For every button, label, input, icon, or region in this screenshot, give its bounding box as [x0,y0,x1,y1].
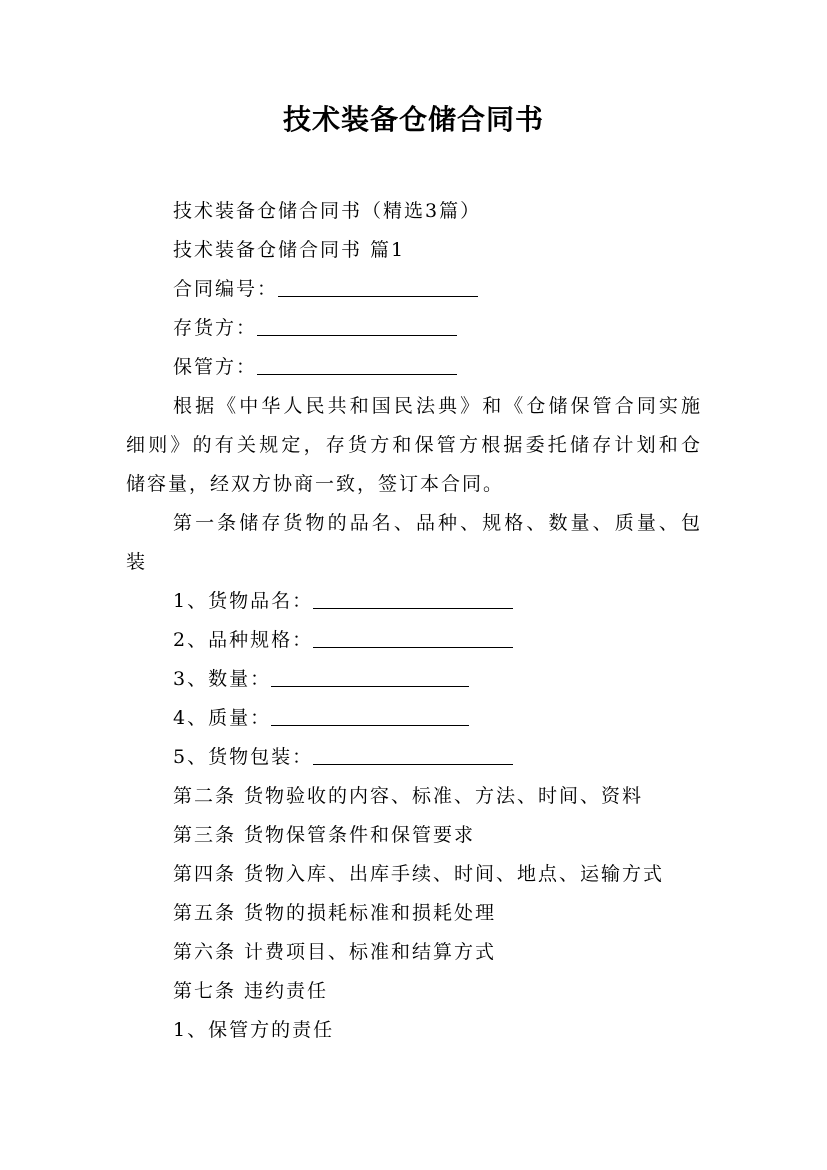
article-1-line-2: 装 [126,551,148,573]
article-1-item [173,628,513,652]
depositor-field [173,316,457,340]
article-1-line-1: 第一条储存货物的品名、品种、规格、数量、质量、包 [173,512,703,534]
item-blank [313,629,513,648]
article-7-item-1: 1、保管方的责任 [173,1019,335,1041]
item-label: 5、货物包装： [173,746,314,768]
preamble-line-1: 根据《中华人民共和国民法典》和《仓储保管合同实施 [173,395,703,417]
depositor-blank [257,317,457,336]
article-1-item [173,745,513,769]
depositor-label: 存货方： [173,317,258,339]
item-blank [271,668,469,687]
document-subtitle: 技术装备仓储合同书（精选3篇） [173,200,482,222]
article-heading: 第六条 计费项目、标准和结算方式 [173,941,497,963]
contract-number-label: 合同编号： [173,278,279,300]
item-label: 1、货物品名： [173,590,314,612]
item-label: 3、数量： [173,668,272,690]
article-heading: 第三条 货物保管条件和保管要求 [173,824,476,846]
item-label: 2、品种规格： [173,629,314,651]
item-blank [313,590,513,609]
custodian-field [173,355,457,379]
item-label: 4、质量： [173,707,272,729]
article-heading: 第四条 货物入库、出库手续、时间、地点、运输方式 [173,863,665,885]
part-heading: 技术装备仓储合同书 篇1 [173,239,406,261]
article-1-item [173,706,469,730]
contract-number-field [173,277,478,301]
article-heading: 第七条 违约责任 [173,980,329,1002]
item-blank [271,707,469,726]
document-title: 技术装备仓储合同书 [282,103,544,136]
contract-number-blank [278,278,478,297]
custodian-label: 保管方： [173,356,258,378]
article-1-item [173,667,469,691]
custodian-blank [257,356,457,375]
article-heading: 第五条 货物的损耗标准和损耗处理 [173,902,497,924]
article-1-item [173,589,513,613]
item-blank [313,746,513,765]
article-heading: 第二条 货物验收的内容、标准、方法、时间、资料 [173,785,644,807]
preamble-line-2: 细则》的有关规定，存货方和保管方根据委托储存计划和仓 [126,434,703,456]
preamble-line-3: 储容量，经双方协商一致，签订本合同。 [126,473,505,495]
